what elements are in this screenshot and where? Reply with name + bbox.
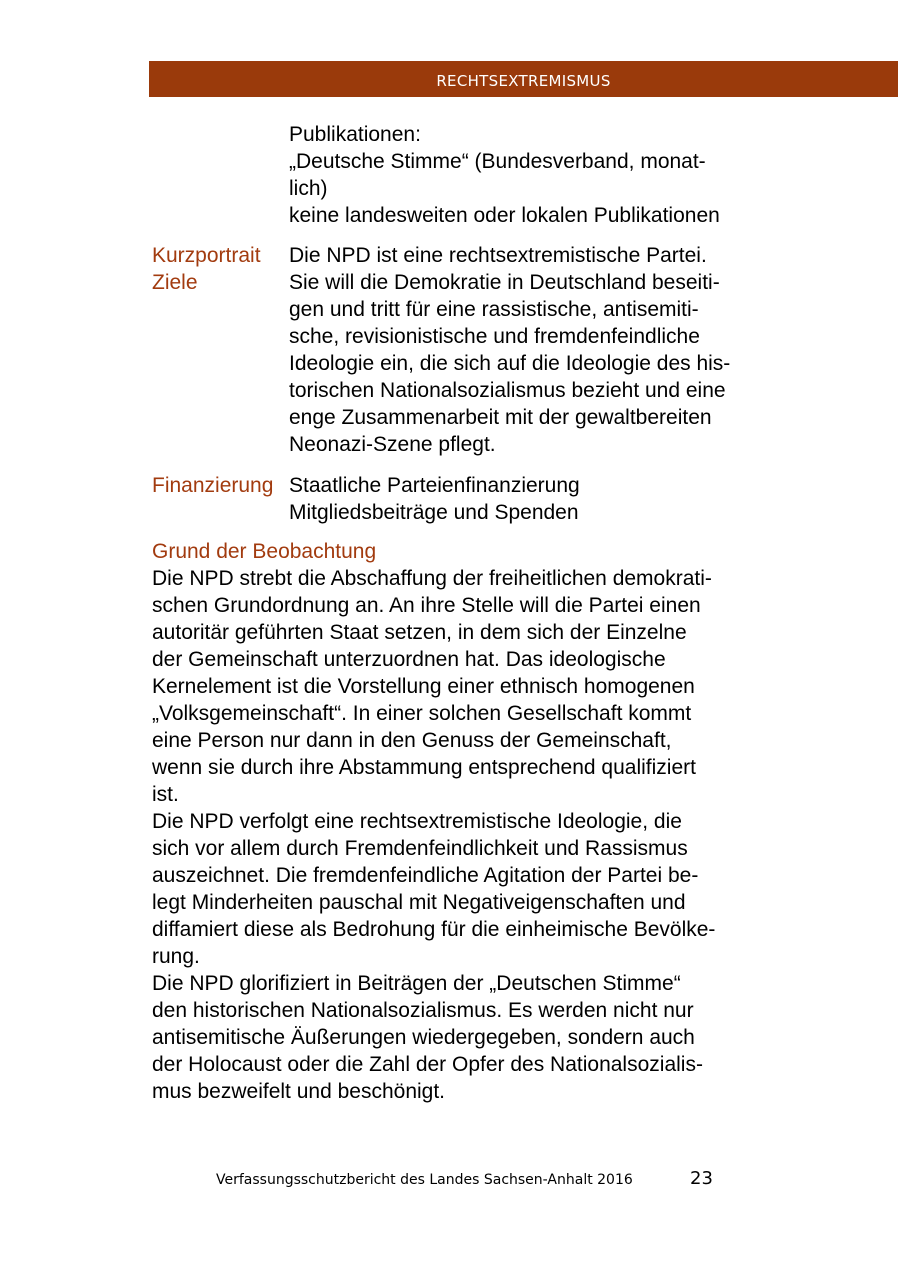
grund-line: legt Minderheiten pauschal mit Negativeigenschaften und [152, 891, 686, 914]
grund-line: Die NPD verfolgt eine rechtsextremistische Ideologie, die [152, 810, 682, 833]
grund-line: schen Grundordnung an. An ihre Stelle will die Partei einen [152, 594, 701, 617]
grund-line: Die NPD strebt die Abschaffung der freiheitlichen demokrati- [152, 567, 712, 590]
grund-line: ist. [152, 783, 179, 806]
publications-line: lich) [289, 177, 328, 200]
kurzportrait-line: Sie will die Demokratie in Deutschland beseiti- [289, 271, 720, 294]
kurzportrait-line: enge Zusammenarbeit mit der gewaltbereiten [289, 406, 712, 429]
grund-line: auszeichnet. Die fremdenfeindliche Agitation der Partei be- [152, 864, 699, 887]
grund-line: antisemitische Äußerungen wiedergegeben, sondern auch [152, 1026, 695, 1049]
finanzierung-line: Mitgliedsbeiträge und Spenden [289, 501, 579, 524]
kurzportrait-line: gen und tritt für eine rassistische, antisemiti- [289, 298, 699, 321]
finanzierung-line: Staatliche Parteienfinanzierung [289, 474, 580, 497]
grund-body [152, 565, 792, 1105]
kurzportrait-row [152, 242, 792, 458]
grund-line: Die NPD glorifiziert in Beiträgen der „Deutschen Stimme“ [152, 972, 681, 995]
grund-line: eine Person nur dann in den Genuss der Gemeinschaft, [152, 729, 672, 752]
kurzportrait-line: Neonazi-Szene pflegt. [289, 433, 496, 456]
kurzportrait-line: sche, revisionistische und fremdenfeindliche [289, 325, 700, 348]
footer-text: Verfassungsschutzbericht des Landes Sachsen-Anhalt 2016 [216, 1172, 633, 1188]
section-header [149, 61, 898, 97]
publications-line: „Deutsche Stimme“ (Bundesverband, monat- [289, 150, 706, 173]
kurzportrait-label-title: Kurzportrait [152, 244, 261, 267]
publications-line: Publikationen: [289, 123, 421, 146]
finanzierung-row [152, 472, 792, 526]
grund-line: autoritär geführten Staat setzen, in dem sich der Einzelne [152, 621, 687, 644]
section-header-title: rechtsextremismus [436, 67, 611, 91]
grund-line: Kernelement ist die Vorstellung einer ethnisch homogenen [152, 675, 695, 698]
finanzierung-content [289, 472, 792, 526]
kurzportrait-line: Die NPD ist eine rechtsextremistische Partei. [289, 244, 707, 267]
grund-line: „Volksgemeinschaft“. In einer solchen Gesellschaft kommt [152, 702, 692, 725]
publications-content [289, 121, 792, 229]
publications-line: keine landesweiten oder lokalen Publikationen [289, 204, 720, 227]
kurzportrait-label [152, 242, 289, 458]
grund-line: mus bezweifelt und beschönigt. [152, 1080, 446, 1103]
grund-line: wenn sie durch ihre Abstammung entsprechend qualifiziert [152, 756, 696, 779]
kurzportrait-line: torischen Nationalsozialismus bezieht und eine [289, 379, 726, 402]
kurzportrait-line: Ideologie ein, die sich auf die Ideologie des his- [289, 352, 731, 375]
publications-label-column [152, 121, 289, 229]
ziele-label: Ziele [152, 271, 198, 294]
finanzierung-label: Finanzierung [152, 474, 274, 497]
grund-line: den historischen Nationalsozialismus. Es werden nicht nur [152, 999, 694, 1022]
grund-line: der Gemeinschaft unterzuordnen hat. Das ideologische [152, 648, 666, 671]
grund-line: der Holocaust oder die Zahl der Opfer des Nationalsozialis- [152, 1053, 703, 1076]
grund-line: diffamiert diese als Bedrohung für die einheimische Bevölke- [152, 918, 716, 941]
grund-heading: Grund der Beobachtung [152, 540, 377, 563]
grund-line: rung. [152, 945, 200, 968]
kurzportrait-content [289, 242, 792, 458]
publications-row [152, 121, 792, 229]
grund-line: sich vor allem durch Fremdenfeindlichkeit und Rassismus [152, 837, 688, 860]
page-number: 23 [690, 1168, 713, 1189]
